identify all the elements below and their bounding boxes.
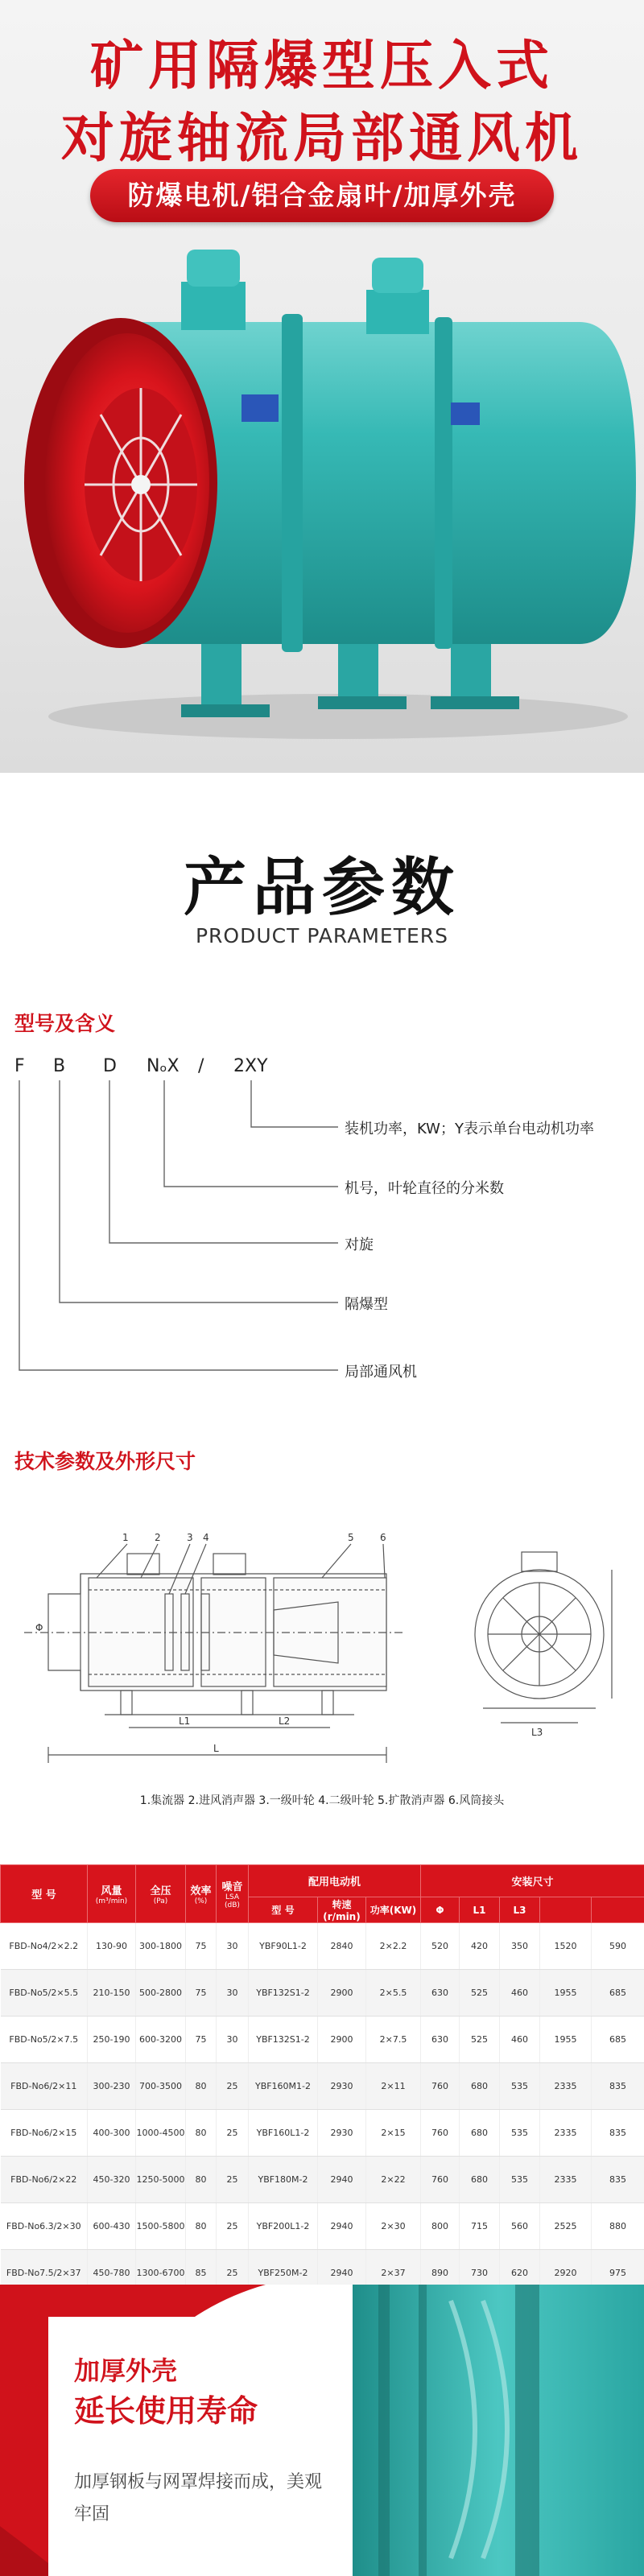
table-cell: 2840 — [318, 1923, 366, 1970]
table-cell: YBF250M-2 — [249, 2250, 318, 2297]
spec-table — [0, 1864, 644, 2297]
table-cell: 1955 — [540, 1970, 592, 2017]
table-cell: 2335 — [540, 2063, 592, 2110]
th-motor-speed: 转速(r/min) — [318, 1897, 366, 1923]
table-cell: 25 — [217, 2110, 249, 2157]
table-cell: 300-1800 — [136, 1923, 186, 1970]
table-cell: 2×5.5 — [366, 1970, 421, 2017]
table-row — [1, 2110, 644, 2157]
table-cell: 25 — [217, 2250, 249, 2297]
table-cell: FBD-No6/2×11 — [1, 2063, 88, 2110]
table-cell: 600-430 — [88, 2203, 136, 2250]
technical-drawing — [0, 1530, 644, 1787]
table-cell: 75 — [186, 2017, 217, 2063]
table-cell: 420 — [460, 1923, 500, 1970]
table-cell: 835 — [592, 2157, 644, 2203]
table-cell: 25 — [217, 2203, 249, 2250]
table-cell: 890 — [421, 2250, 460, 2297]
table-cell: 680 — [460, 2110, 500, 2157]
table-cell: 2930 — [318, 2110, 366, 2157]
dim-l2: L2 — [279, 1715, 291, 1727]
table-cell: 2930 — [318, 2063, 366, 2110]
table-cell: 535 — [500, 2157, 540, 2203]
table-cell: 460 — [500, 2017, 540, 2063]
table-cell: YBF200L1-2 — [249, 2203, 318, 2250]
fan-product-image — [0, 233, 644, 773]
th-blank-2 — [592, 1897, 644, 1923]
code-letter-nox: NₒX — [147, 1056, 180, 1076]
table-row — [1, 1923, 644, 1970]
th-motor-power: 功率(KW) — [366, 1897, 421, 1923]
table-cell: 520 — [421, 1923, 460, 1970]
feature-section — [0, 2285, 644, 2576]
table-cell: 685 — [592, 2017, 644, 2063]
table-cell: 1955 — [540, 2017, 592, 2063]
table-row — [1, 2203, 644, 2250]
dim-l3: L3 — [531, 1727, 543, 1738]
th-model: 型 号 — [1, 1865, 88, 1923]
table-cell: FBD-No5/2×7.5 — [1, 2017, 88, 2063]
th-airflow-unit: (m³/min) — [95, 1897, 128, 1905]
table-cell: YBF132S1-2 — [249, 1970, 318, 2017]
table-cell: 25 — [217, 2157, 249, 2203]
table-cell: 2940 — [318, 2250, 366, 2297]
table-cell: 2940 — [318, 2157, 366, 2203]
meaning-local-fan: 局部通风机 — [345, 1364, 417, 1381]
table-cell: 2×7.5 — [366, 2017, 421, 2063]
table-cell: FBD-No5/2×5.5 — [1, 1970, 88, 2017]
table-cell: 730 — [460, 2250, 500, 2297]
th-phi: Φ — [421, 1897, 460, 1923]
table-cell: 2335 — [540, 2110, 592, 2157]
table-cell: 600-3200 — [136, 2017, 186, 2063]
table-cell: 685 — [592, 1970, 644, 2017]
callout-3: 3 — [187, 1532, 193, 1543]
th-noise-label: 噪音 — [221, 1881, 243, 1893]
dim-phi: Φ — [35, 1622, 43, 1633]
th-noise — [217, 1865, 249, 1923]
table-cell: 835 — [592, 2063, 644, 2110]
th-blank-1 — [540, 1897, 592, 1923]
table-cell: 525 — [460, 2017, 500, 2063]
table-cell: 590 — [592, 1923, 644, 1970]
table-cell: 535 — [500, 2063, 540, 2110]
dim-l1: L1 — [179, 1715, 191, 1727]
th-noise-sub: LSA — [225, 1893, 240, 1901]
model-section-title: 型号及含义 — [14, 1012, 116, 1035]
table-cell: 700-3500 — [136, 2063, 186, 2110]
table-cell: 75 — [186, 1970, 217, 2017]
table-cell: 250-190 — [88, 2017, 136, 2063]
table-cell: 2×11 — [366, 2063, 421, 2110]
table-cell: 560 — [500, 2203, 540, 2250]
table-cell: 2×37 — [366, 2250, 421, 2297]
table-cell: 535 — [500, 2110, 540, 2157]
callout-5: 5 — [348, 1532, 354, 1543]
model-code-lines — [0, 1046, 644, 1449]
th-l3: L3 — [500, 1897, 540, 1923]
feature-heading-2: 延长使用寿命 — [74, 2393, 258, 2429]
code-letter-f: F — [14, 1056, 25, 1076]
spec-table-body — [1, 1923, 644, 2297]
th-motor-model: 型 号 — [249, 1897, 318, 1923]
dim-l: L — [213, 1743, 219, 1754]
feature-description: 加厚钢板与网罩焊接而成，美观牢固 — [74, 2472, 323, 2524]
table-cell: YBF180M-2 — [249, 2157, 318, 2203]
th-pressure-unit: (Pa) — [153, 1897, 168, 1905]
table-row — [1, 2063, 644, 2110]
table-cell: 2×2.2 — [366, 1923, 421, 1970]
table-cell: YBF132S1-2 — [249, 2017, 318, 2063]
th-motor-group: 配用电动机 — [249, 1865, 421, 1897]
table-cell: FBD-No4/2×2.2 — [1, 1923, 88, 1970]
table-cell: 450-780 — [88, 2250, 136, 2297]
table-cell: FBD-No7.5/2×37 — [1, 2250, 88, 2297]
table-cell: 680 — [460, 2157, 500, 2203]
table-cell: 85 — [186, 2250, 217, 2297]
hero-feature-pill: 防爆电机/铝合金扇叶/加厚外壳 — [90, 169, 554, 222]
table-cell: 450-320 — [88, 2157, 136, 2203]
table-cell: 2900 — [318, 1970, 366, 2017]
feature-heading-1: 加厚外壳 — [74, 2355, 178, 2386]
table-cell: 30 — [217, 1923, 249, 1970]
table-cell: 1520 — [540, 1923, 592, 1970]
table-cell: 2335 — [540, 2157, 592, 2203]
table-cell: 500-2800 — [136, 1970, 186, 2017]
table-cell: 80 — [186, 2203, 217, 2250]
table-cell: YBF160M1-2 — [249, 2063, 318, 2110]
th-efficiency-label: 效率 — [190, 1885, 212, 1897]
th-pressure — [136, 1865, 186, 1923]
table-row — [1, 1970, 644, 2017]
table-cell: 2×30 — [366, 2203, 421, 2250]
th-l1: L1 — [460, 1897, 500, 1923]
table-cell: 715 — [460, 2203, 500, 2250]
th-airflow — [88, 1865, 136, 1923]
meaning-flameproof: 隔爆型 — [345, 1296, 388, 1313]
table-cell: 2×15 — [366, 2110, 421, 2157]
table-cell: 2×22 — [366, 2157, 421, 2203]
table-cell: 30 — [217, 1970, 249, 2017]
table-cell: 975 — [592, 2250, 644, 2297]
th-efficiency-unit: (%) — [194, 1897, 208, 1905]
table-cell: 2525 — [540, 2203, 592, 2250]
table-cell: FBD-No6/2×15 — [1, 2110, 88, 2157]
table-cell: 1500-5800 — [136, 2203, 186, 2250]
th-efficiency — [186, 1865, 217, 1923]
code-letter-2xy: 2XY — [233, 1056, 268, 1076]
table-cell: 2920 — [540, 2250, 592, 2297]
th-install-group: 安装尺寸 — [421, 1865, 644, 1897]
table-cell: 1250-5000 — [136, 2157, 186, 2203]
hero-title-line1: 矿用隔爆型压入式 — [90, 35, 554, 97]
table-cell: 760 — [421, 2110, 460, 2157]
table-cell: 300-230 — [88, 2063, 136, 2110]
callout-6: 6 — [380, 1532, 386, 1543]
tech-section-title: 技术参数及外形尺寸 — [14, 1450, 196, 1473]
table-cell: 80 — [186, 2110, 217, 2157]
hero-banner — [0, 0, 644, 773]
table-row — [1, 2157, 644, 2203]
table-cell: 210-150 — [88, 1970, 136, 2017]
table-cell: 760 — [421, 2157, 460, 2203]
table-cell: 25 — [217, 2063, 249, 2110]
meaning-counter: 对旋 — [345, 1236, 374, 1253]
table-cell: 525 — [460, 1970, 500, 2017]
hero-title-line2: 对旋轴流局部通风机 — [61, 107, 583, 169]
table-cell: 75 — [186, 1923, 217, 1970]
table-cell: 630 — [421, 1970, 460, 2017]
table-cell: 800 — [421, 2203, 460, 2250]
table-cell: 2900 — [318, 2017, 366, 2063]
params-subtitle: PRODUCT PARAMETERS — [195, 924, 449, 947]
th-noise-unit: (dB) — [225, 1901, 240, 1909]
table-cell: FBD-No6.3/2×30 — [1, 2203, 88, 2250]
params-title: 产品参数 — [183, 852, 460, 924]
table-cell: 80 — [186, 2157, 217, 2203]
meaning-power: 装机功率，KW；Y表示单台电动机功率 — [345, 1121, 594, 1137]
table-cell: 80 — [186, 2063, 217, 2110]
code-letter-b: B — [53, 1056, 66, 1076]
callout-2: 2 — [155, 1532, 161, 1543]
table-row — [1, 2017, 644, 2063]
th-airflow-label: 风量 — [101, 1885, 122, 1897]
table-cell: 620 — [500, 2250, 540, 2297]
table-cell: 680 — [460, 2063, 500, 2110]
table-cell: FBD-No6/2×22 — [1, 2157, 88, 2203]
table-cell: 1300-6700 — [136, 2250, 186, 2297]
table-cell: 460 — [500, 1970, 540, 2017]
meaning-number: 机号，叶轮直径的分米数 — [345, 1180, 504, 1197]
table-cell: 400-300 — [88, 2110, 136, 2157]
table-cell: 130-90 — [88, 1923, 136, 1970]
th-pressure-label: 全压 — [150, 1885, 171, 1897]
table-cell: 1000-4500 — [136, 2110, 186, 2157]
table-cell: 30 — [217, 2017, 249, 2063]
table-cell: YBF90L1-2 — [249, 1923, 318, 1970]
table-cell: YBF160L1-2 — [249, 2110, 318, 2157]
table-cell: 2940 — [318, 2203, 366, 2250]
drawing-caption: 1.集流器 2.进风消声器 3.一级叶轮 4.二级叶轮 5.扩散消声器 6.风筒接头 — [139, 1794, 505, 1807]
table-cell: 630 — [421, 2017, 460, 2063]
code-letter-d: D — [103, 1056, 117, 1076]
table-cell: 880 — [592, 2203, 644, 2250]
callout-4: 4 — [203, 1532, 209, 1543]
code-letter-slash: / — [198, 1056, 204, 1076]
table-cell: 835 — [592, 2110, 644, 2157]
table-cell: 350 — [500, 1923, 540, 1970]
callout-1: 1 — [122, 1532, 129, 1543]
feature-background — [0, 2285, 644, 2576]
table-cell: 760 — [421, 2063, 460, 2110]
